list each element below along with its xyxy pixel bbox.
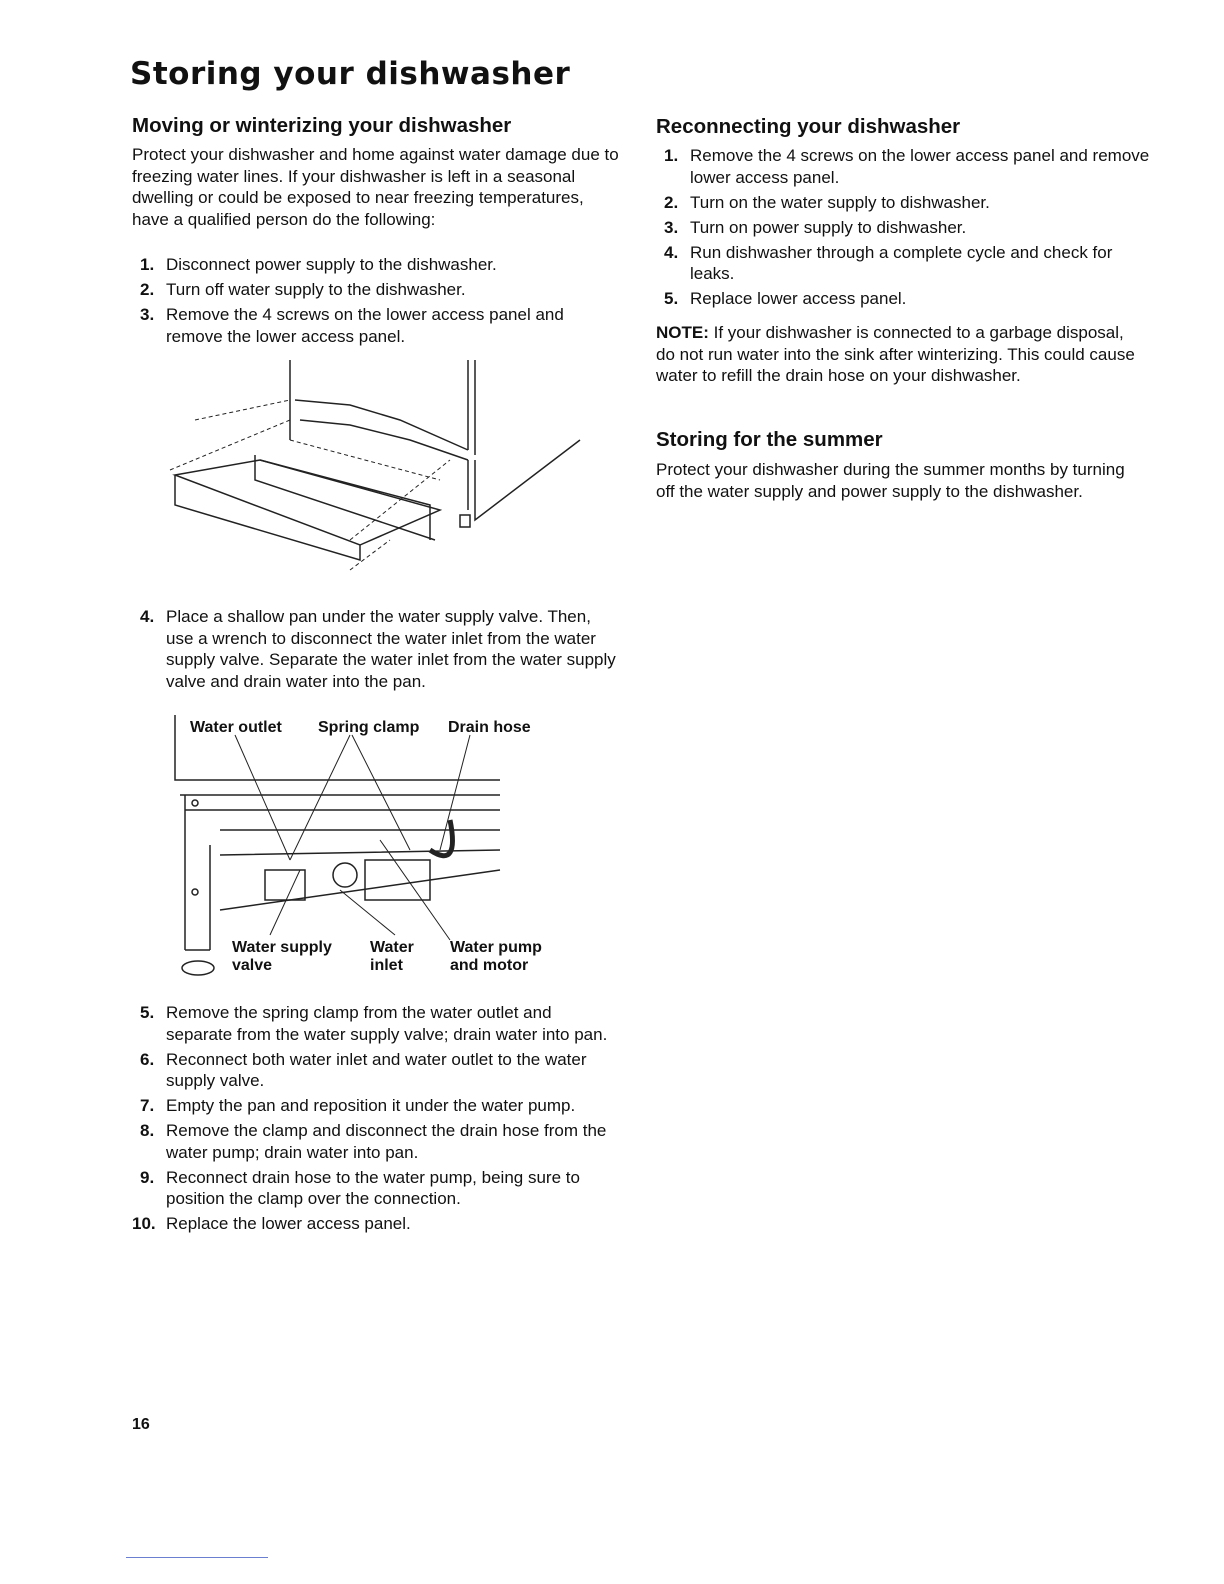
step-number: 5. <box>664 289 679 308</box>
summer-text: Protect your dishwasher during the summer months by turning off the water supply and power supply to the dishwasher. <box>656 460 1125 501</box>
list-item <box>132 1095 612 1117</box>
list-item <box>132 606 622 692</box>
list-item <box>656 288 1156 310</box>
divider <box>126 1557 268 1558</box>
step-number: 9. <box>140 1167 155 1187</box>
reconnect-steps <box>656 145 1156 313</box>
step-number: 8. <box>140 1121 155 1140</box>
label-water-inlet: Water inlet <box>370 939 414 974</box>
list-item <box>132 1002 612 1045</box>
reconnecting-heading: Reconnecting your dishwasher <box>656 115 961 138</box>
label-spring-clamp: Spring clamp <box>318 719 420 736</box>
list-item <box>132 1167 612 1210</box>
step-number: 1. <box>140 255 155 274</box>
list-item <box>132 279 622 301</box>
list-item <box>656 242 1156 285</box>
label-water-pump: Water pump and motor <box>450 939 542 974</box>
step-text: Remove the clamp and disconnect the drain hose from the water pump; drain water into pan. <box>166 1121 607 1162</box>
list-item <box>656 192 1156 214</box>
note <box>656 322 1146 387</box>
list-item <box>656 145 1156 188</box>
step-number: 5. <box>140 1003 155 1022</box>
step-text: Reconnect drain hose to the water pump, being sure to position the clamp over the connection. <box>166 1167 580 1208</box>
moving-intro: Protect your dishwasher and home against water damage due to freezing water lines. If your dishwasher is left in a seasonal dwelling or could be exposed to near freezing temperatures, have a qualified person do the following: <box>132 145 619 229</box>
step-text: Turn off water supply to the dishwasher. <box>166 280 466 299</box>
step-number: 6. <box>140 1049 155 1069</box>
steps-list-1 <box>132 254 622 351</box>
summer-heading: Storing for the summer <box>656 428 883 451</box>
step-text: Turn on power supply to dishwasher. <box>690 217 967 237</box>
note-label: NOTE: <box>656 323 709 342</box>
list-item <box>132 1120 612 1163</box>
step-text: Place a shallow pan under the water supply valve. Then, use a wrench to disconnect the water inlet from the water supply valve. Separate the water inlet from the water supply valve and drain water into the pan. <box>166 607 616 691</box>
step-number: 7. <box>140 1096 155 1115</box>
step-number: 10. <box>132 1214 156 1233</box>
step-number: 3. <box>664 217 679 237</box>
step-number: 3. <box>140 305 155 324</box>
steps-list-2 <box>132 606 622 696</box>
step-number: 4. <box>140 607 155 626</box>
step-text: Turn on the water supply to dishwasher. <box>690 192 990 212</box>
moving-heading: Moving or winterizing your dishwasher <box>132 114 512 137</box>
page-number: 16 <box>132 1416 150 1433</box>
step-text: Reconnect both water inlet and water outlet to the water supply valve. <box>166 1049 587 1090</box>
list-item <box>132 1213 612 1235</box>
step-number: 4. <box>664 242 679 262</box>
step-text: Remove the spring clamp from the water outlet and separate from the water supply valve; drain water into pan. <box>166 1003 608 1044</box>
list-item <box>132 1049 612 1092</box>
list-item <box>132 304 622 347</box>
step-text: Replace the lower access panel. <box>166 1214 411 1233</box>
list-item <box>132 254 622 276</box>
page-title: Storing your dishwasher <box>130 56 571 92</box>
label-water-outlet: Water outlet <box>190 719 282 736</box>
step-text: Empty the pan and reposition it under the water pump. <box>166 1096 576 1115</box>
step-number: 2. <box>140 280 155 299</box>
label-water-supply-valve: Water supply valve <box>232 939 332 974</box>
step-number: 1. <box>664 146 679 165</box>
step-text: Remove the 4 screws on the lower access panel and remove lower access panel. <box>690 146 1150 187</box>
step-text: Run dishwasher through a complete cycle and check for leaks. <box>690 242 1113 283</box>
steps-list-3 <box>132 1002 612 1238</box>
access-panel-diagram <box>150 360 590 585</box>
water-connections-diagram <box>160 710 560 990</box>
step-number: 2. <box>664 192 679 212</box>
step-text: Remove the 4 screws on the lower access panel and remove the lower access panel. <box>166 305 564 346</box>
note-text: If your dishwasher is connected to a garbage disposal, do not run water into the sink after winterizing. This could cause water to refill the drain hose on your dishwasher. <box>656 323 1135 385</box>
step-text: Disconnect power supply to the dishwasher. <box>166 255 497 274</box>
step-text: Replace lower access panel. <box>690 289 907 308</box>
list-item <box>656 217 1156 239</box>
label-drain-hose: Drain hose <box>448 719 531 736</box>
